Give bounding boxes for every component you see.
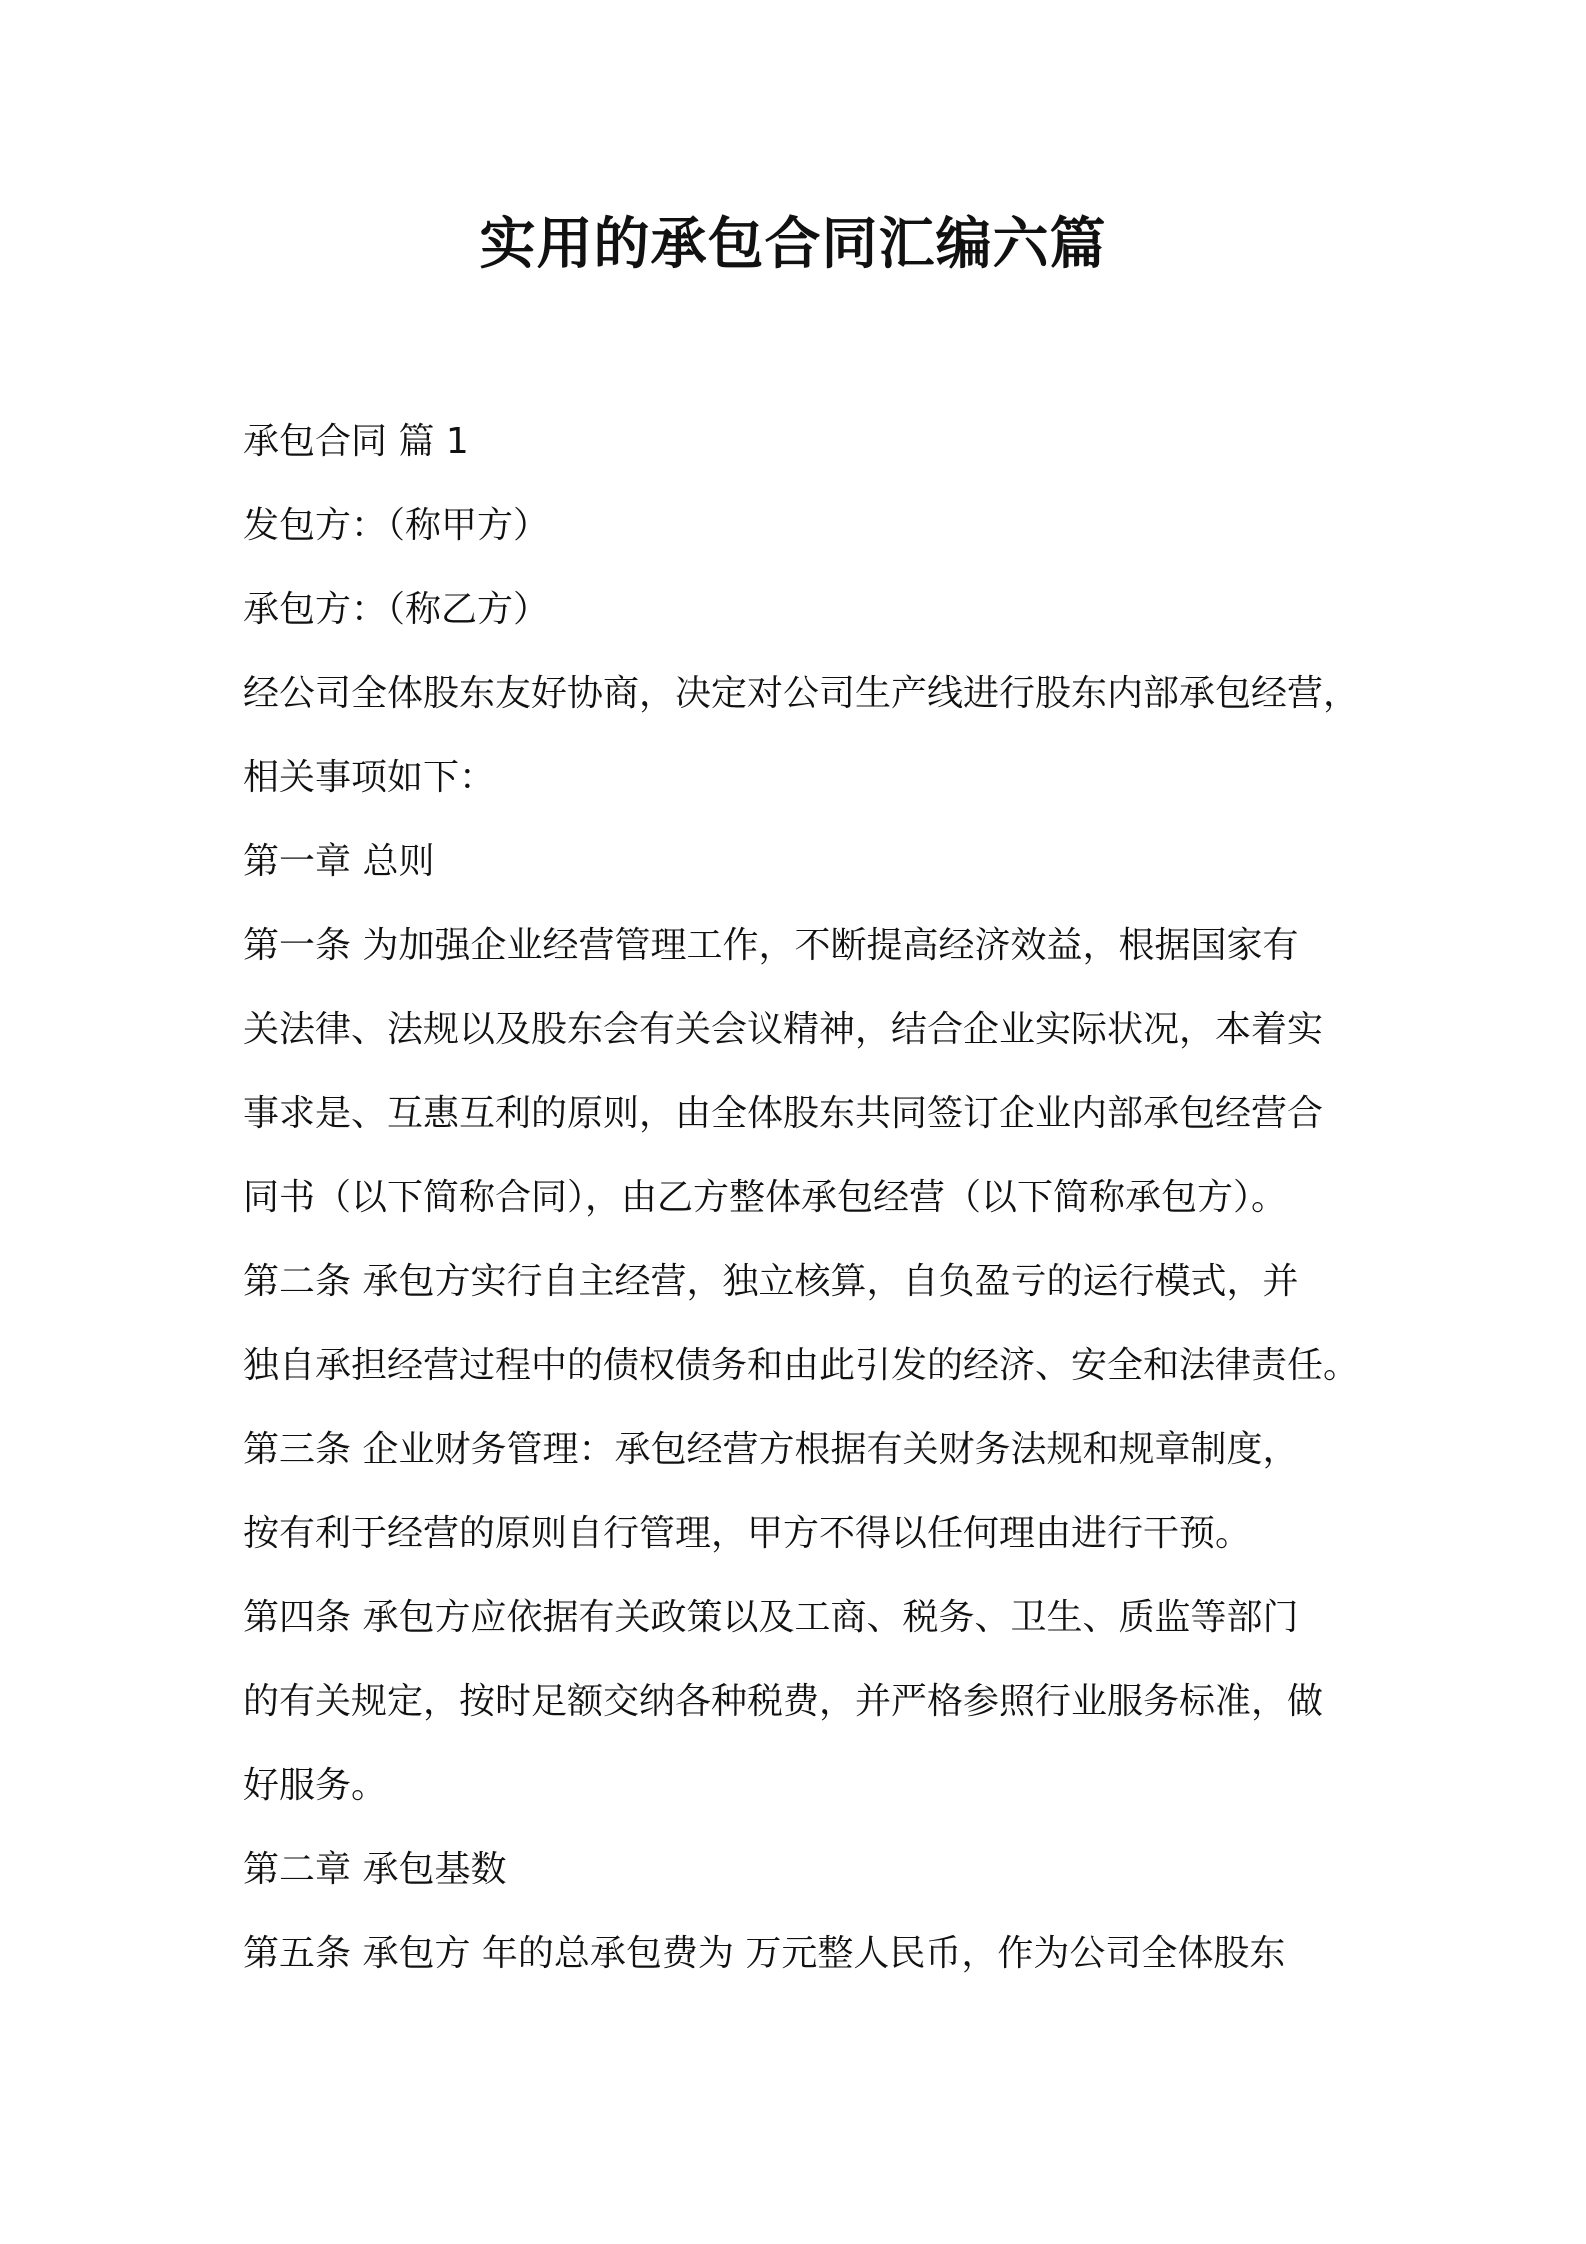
document-body (243, 400, 1393, 1996)
section-heading-contract-1: 承包合同 篇 1 (243, 421, 469, 462)
article-line: 第五条 承包方 年的总承包费为 万元整人民币，作为公司全体股东 (243, 1933, 1286, 1974)
article-line: 第一条 为加强企业经营管理工作，不断提高经济效益，根据国家有 (243, 925, 1299, 966)
article-line: 关法律、法规以及股东会有关会议精神，结合企业实际状况，本着实 (243, 1009, 1324, 1050)
chapter-heading: 第一章 总则 (243, 841, 435, 882)
preamble-line: 经公司全体股东友好协商，决定对公司生产线进行股东内部承包经营， (243, 673, 1360, 714)
article-line: 同书（以下简称合同），由乙方整体承包经营（以下简称承包方）。 (243, 1177, 1288, 1218)
article-line: 按有利于经营的原则自行管理，甲方不得以任何理由进行干预。 (243, 1513, 1252, 1554)
article-line: 第三条 企业财务管理：承包经营方根据有关财务法规和规章制度， (243, 1429, 1299, 1470)
party-a-line: 发包方：（称甲方） (243, 505, 550, 546)
party-b-line: 承包方：（称乙方） (243, 589, 550, 630)
article-line: 第四条 承包方应依据有关政策以及工商、税务、卫生、质监等部门 (243, 1597, 1299, 1638)
preamble-line: 相关事项如下： (243, 757, 496, 798)
chapter-heading: 第二章 承包基数 (243, 1849, 507, 1890)
document-title: 实用的承包合同汇编六篇 (479, 212, 1107, 277)
article-line: 事求是、互惠互利的原则，由全体股东共同签订企业内部承包经营合 (243, 1093, 1324, 1134)
article-line: 好服务。 (243, 1765, 388, 1806)
article-line: 的有关规定，按时足额交纳各种税费，并严格参照行业服务标准，做 (243, 1681, 1324, 1722)
article-line: 独自承担经营过程中的债权债务和由此引发的经济、安全和法律责任。 (243, 1345, 1360, 1386)
article-line: 第二条 承包方实行自主经营，独立核算，自负盈亏的运行模式，并 (243, 1261, 1299, 1302)
